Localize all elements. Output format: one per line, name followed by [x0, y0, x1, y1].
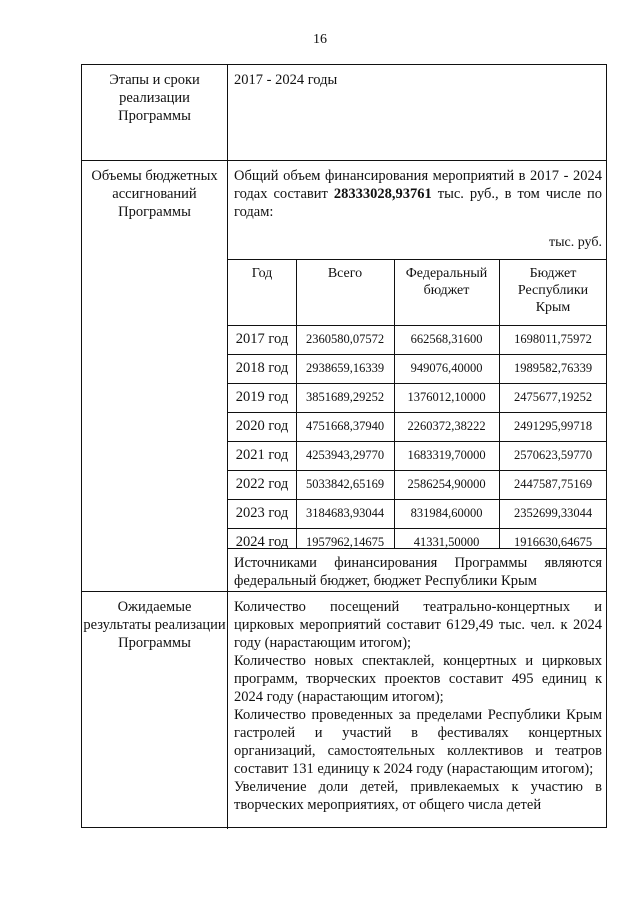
year-row-total-cell: 3184683,93044: [305, 506, 385, 520]
year-row-federal-cell: 1683319,70000: [407, 448, 486, 462]
result-item: Количество посещений театрально-концертных и цирковых мероприятий составит 6129,49 тыс. чел. к 2024 году (нарастающим итогом);: [234, 599, 602, 651]
year-row-year-cell: 2018 год: [235, 360, 289, 376]
stages-row: [82, 65, 606, 161]
year-row-crimea-cell: 1916630,64675: [513, 535, 593, 549]
year-row-total-cell: 2360580,07572: [305, 332, 385, 346]
results-content: [228, 592, 606, 829]
header-federal: Федеральный бюджет: [405, 266, 488, 298]
result-item: Количество проведенных за пределами Республики Крым гастролей и участий в фестивалях концертных организаций, самостоятельных коллективов и театров составит 131 единицу к 2024 году (нарастающим итогом);: [234, 707, 602, 777]
year-row-year-cell: 2023 год: [235, 505, 289, 521]
budget-row: [82, 161, 606, 592]
year-row-federal-cell: 2260372,38222: [407, 419, 486, 433]
stages-label: Этапы и сроки реализации Программы: [82, 65, 228, 160]
budget-intro-after: тыс. руб., в том числе по годам:: [234, 186, 602, 220]
results-label: Ожидаемые результаты реализации Программы: [82, 592, 228, 829]
year-row-total-cell: 4751668,37940: [305, 419, 385, 433]
year-row-total-cell: 2938659,16339: [305, 361, 385, 375]
year-row-federal-cell: 949076,40000: [410, 361, 483, 375]
year-row-total-cell: 1957962,14675: [305, 535, 385, 549]
financing-sources: Источниками финансирования Программы являются федеральный бюджет, бюджет Республики Крым: [234, 555, 602, 589]
year-row-total-cell: 5033842,65169: [305, 477, 385, 491]
year-row-year-cell: 2017 год: [235, 331, 289, 347]
financing-table: [228, 259, 606, 549]
result-item: Увеличение доли детей, привлекаемых к участию в творческих мероприятиях, от общего числа детей: [234, 779, 602, 813]
year-row-federal-cell: 2586254,90000: [407, 477, 486, 491]
year-row-crimea-cell: 2447587,75169: [513, 477, 593, 491]
year-row-crimea-cell: 2475677,19252: [513, 390, 593, 404]
budget-unit: тыс. руб.: [549, 235, 602, 250]
year-row-federal-cell: 831984,60000: [410, 506, 483, 520]
header-crimea: Бюджет Республики Крым: [517, 266, 589, 315]
year-row-total-cell: 4253943,29770: [305, 448, 385, 462]
budget-label: Объемы бюджетных ассигнований Программы: [82, 161, 228, 591]
year-row-crimea-cell: 1989582,76339: [513, 361, 593, 375]
budget-intro: [234, 167, 602, 221]
year-row-federal-cell: 41331,50000: [413, 535, 480, 549]
page-number: 16: [313, 32, 327, 47]
budget-content: [228, 161, 606, 591]
program-passport-table: [81, 64, 607, 828]
year-row-crimea-cell: 1698011,75972: [514, 332, 592, 346]
year-row-total-cell: 3851689,29252: [305, 390, 385, 404]
stages-value: 2017 - 2024 годы: [234, 72, 338, 88]
budget-intro-before: Общий объем финансирования мероприятий в 2017 - 2024 годах составит: [234, 168, 602, 202]
header-year: Год: [251, 266, 273, 281]
results-row: [82, 592, 606, 829]
year-row-federal-cell: 1376012,10000: [407, 390, 486, 404]
header-total: Всего: [327, 266, 363, 281]
year-row-federal-cell: 662568,31600: [410, 332, 483, 346]
year-row-crimea-cell: 2352699,33044: [513, 506, 593, 520]
year-row-crimea-cell: 2570623,59770: [513, 448, 593, 462]
year-row-year-cell: 2024 год: [235, 534, 289, 550]
year-row-crimea-cell: 2491295,99718: [513, 419, 593, 433]
year-row-year-cell: 2019 год: [235, 389, 289, 405]
year-row-year-cell: 2021 год: [235, 447, 289, 463]
year-row-year-cell: 2020 год: [235, 418, 289, 434]
year-row-year-cell: 2022 год: [235, 476, 289, 492]
budget-total-amount: 28333028,93761: [333, 186, 432, 202]
result-item: Количество новых спектаклей, концертных и цирковых программ, творческих проектов составит 495 единиц к 2024 году (нарастающим итогом);: [234, 653, 602, 705]
